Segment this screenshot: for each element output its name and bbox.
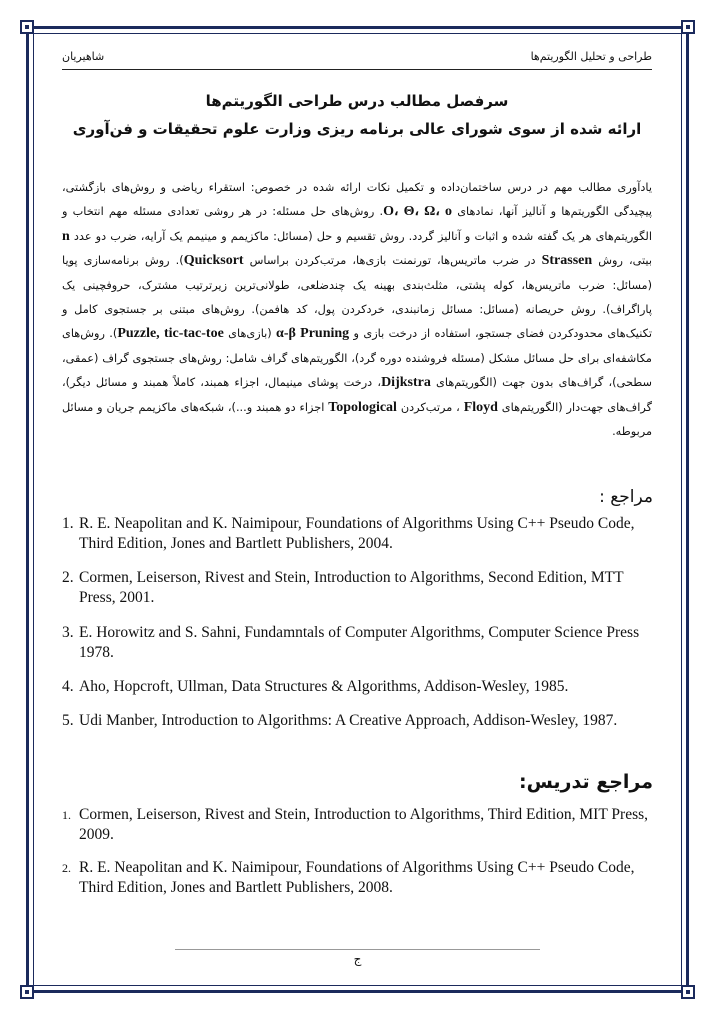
reference-number: 1. [62, 515, 74, 532]
reference-text: Cormen, Leiserson, Rivest and Stein, Introduction to Algorithms, Third Edition, MIT Press, 2009. [79, 806, 649, 843]
corner-ornament [20, 985, 34, 999]
references-heading: مراجع : [599, 487, 653, 507]
reference-number: 2. [62, 569, 74, 586]
page-title: سرفصل مطالب درس طراحی الگوریتم‌ها [205, 92, 509, 110]
footer-rule [175, 949, 540, 950]
notation-symbols: O، Θ، Ω، o [383, 204, 452, 220]
body-text-segment: ، درخت پوشای مینیمال، اجزاء همبند، کاملاً همبند و مسائل دیگر)، گراف‌های جهت‌دار (الگوریتم‌های [62, 376, 652, 414]
reference-text: Cormen, Leiserson, Rivest and Stein, Introduction to Algorithms, Second Edition, MTT Press, 2001. [79, 569, 624, 606]
term-puzzle: Puzzle, tic-tac-toe [117, 326, 224, 342]
term-floyd: Floyd [463, 399, 498, 415]
body-text-segment: ). روش برنامه‌سازی پویا (مسائل: ضرب ماتریس‌ها، کوله پشتی، مثلث‌بندی بهینه یک چندضلعی، طولانی‌ترین زیرترتیب مشترک، حروفچینی یک پاراگراف). روش حریصانه (مسائل: مسائل زمانبندی، خردکردن پول، کد هافمن). روش‌های مبتنی بر جستجوی کامل و تکنیک‌های محدودکردن فضای جستجو، استفاده از درخت بازی و [62, 254, 652, 341]
reference-text: Udi Manber, Introduction to Algorithms: A Creative Approach, Addison-Wesley, 1987. [79, 712, 618, 729]
header-book-title: طراحی و تحلیل الگوریتم‌ها [530, 50, 652, 63]
body-text-segment: . روش‌های حل مسئله: در هر روشی تعدادی مسئله مهم انتخاب و الگوریتم‌های هر یک گفته شده و اثبات و آنالیز گردد. روش تقسیم و حل (مسائل: ماکزیمم و مینیمم یک آرایه، ضرب دو عدد [62, 205, 652, 243]
term-strassen: Strassen [541, 253, 593, 269]
page-subtitle: ارائه شده از سوی شورای عالی برنامه ریزی وزارت علوم تحقیقات و فن‌آوری [72, 120, 642, 138]
body-text-segment: ). روش‌های مکاشفه‌ای برای حل مسائل مشکل (مسئله فروشنده دوره گرد)، الگوریتم‌های گراف شامل: روش‌های جستجوی گراف (عمقی، سطحی)، گراف‌های بدون جهت (الگوریتم‌های [62, 327, 653, 390]
body-text-segment: یادآوری مطالب مهم در درس ساختمان‌داده و تکمیل نکات ارائه شده در خصوص: استقراء ریاضی و روش‌های بازگشتی، پیچیدگی الگوریتم‌ها و آنالیز آنها، نمادهای [62, 181, 652, 219]
reference-text: R. E. Neapolitan and K. Naimipour, Foundations of Algorithms Using C++ Pseudo Code, Third Edition, Jones and Bartlett Publishers, 2004. [79, 515, 635, 552]
reference-number: 2. [62, 861, 71, 875]
term-topological: Topological [328, 399, 397, 415]
corner-ornament [681, 985, 695, 999]
teaching-references-heading: مراجع تدریس: [518, 771, 653, 793]
running-header [62, 50, 652, 68]
corner-ornament [20, 20, 34, 34]
term-alpha-beta: α-β Pruning [276, 326, 350, 342]
reference-text: R. E. Neapolitan and K. Naimipour, Foundations of Algorithms Using C++ Pseudo Code, Third Edition, Jones and Bartlett Publishers, 2008. [79, 859, 635, 896]
syllabus-paragraph [62, 176, 652, 444]
corner-ornament [681, 20, 695, 34]
header-author: شاهیریان [62, 50, 105, 63]
body-text-segment: در ضرب ماتریس‌ها، تورنمنت بازی‌ها، مرتب‌کردن براساس [243, 254, 542, 268]
reference-number: 1. [62, 808, 71, 822]
page-number: ج [353, 952, 362, 966]
reference-text: Aho, Hopcroft, Ullman, Data Structures & Algorithms, Addison-Wesley, 1985. [79, 678, 569, 695]
body-text-segment: (بازی‌های [223, 327, 277, 341]
term-dijkstra: Dijkstra [381, 375, 431, 391]
term-n: n [62, 228, 70, 244]
body-text-segment: بیتی، روش [592, 254, 652, 268]
reference-number: 4. [62, 678, 74, 695]
body-text-segment: ، مرتب‌کردن [396, 400, 464, 414]
reference-text: E. Horowitz and S. Sahni, Fundamntals of Computer Algorithms, Computer Science Press 1978. [79, 624, 640, 661]
reference-number: 5. [62, 712, 74, 729]
header-rule [62, 69, 652, 70]
reference-number: 3. [62, 624, 74, 641]
body-text-segment: اجزاء دو همبند و...)، شبکه‌های ماکزیمم جریان و مسائل مربوطه. [62, 400, 652, 439]
term-quicksort: Quicksort [183, 253, 244, 269]
